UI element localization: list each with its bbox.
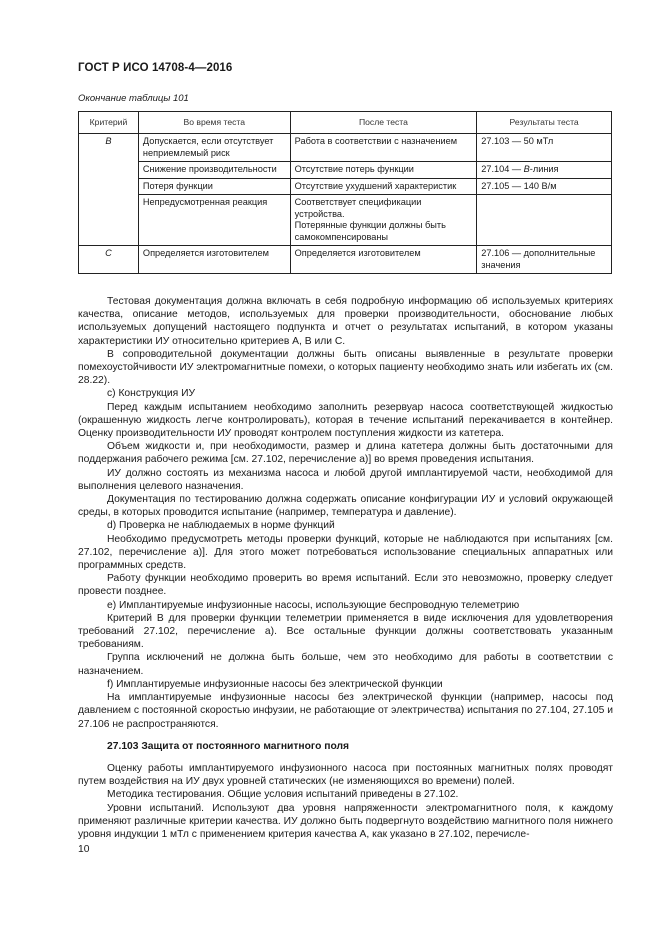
after-test-cell: Работа в соответствии с назначением	[290, 134, 477, 162]
paragraph: В сопроводительной документации должны быть описаны выявленные в результате проверки помехоустойчивости ИУ электромагнитные помехи, о которых пациенту необходимо знать или избегать их (см. 28.22).	[78, 348, 613, 387]
paragraph: Группа исключений не должна быть больше, чем это необходимо для работы в соответствии с назначением.	[78, 652, 613, 677]
result-cell: 27.103 — 50 мТл	[477, 134, 612, 162]
during-test-cell: Допускается, если отсутствует неприемлемый риск	[138, 134, 290, 162]
paragraph: Уровни испытаний. Используют два уровня напряженности электромагнитного поля, к каждому применяют различные критерии качества. ИУ должно быть подвергнуто воздействию магнитного поля нижнего уровня индукции 1 мТл с применением критерия качества A, как указано в 27.102, перечисле-	[78, 802, 613, 840]
after-test-cell: Определяется изготовителем	[290, 246, 477, 274]
paragraph: Тестовая документация должна включать в себя подробную информацию об используемых критериях качества, описание методов, используемых для проверки производительности, обоснование любых используемых допущений настоящего подпункта и отчет о результатах испытаний, в котором указаны характеристики ИУ относительно критериев A, B или C.	[78, 296, 613, 347]
table-row	[79, 246, 612, 274]
paragraph: На имплантируемые инфузионные насосы без электрической функции (например, насосы под давлением с постоянной скоростью инфузии, не работающие от электричества) испытания по 27.104, 27.105 и 27.106 не распространяются.	[78, 692, 613, 730]
table-row	[79, 178, 612, 195]
table-101	[78, 111, 612, 274]
section-heading: 27.103 Защита от постоянного магнитного поля	[107, 740, 350, 752]
during-test-cell: Снижение производительности	[138, 162, 290, 179]
paragraph: Оценку работы имплантируемого инфузионного насоса при постоянных магнитных полях проводят путем воздействия на ИУ двух уровней статических (не изменяющихся во времени) полей.	[78, 762, 613, 788]
after-test-cell: Отсутствие потерь функции	[290, 162, 477, 179]
during-test-cell: Непредусмотренная реакция	[138, 195, 290, 246]
result-cell	[477, 195, 612, 246]
paragraph: e) Имплантируемые инфузионные насосы, использующие беспроводную телеметрию	[107, 599, 520, 611]
paragraph: Критерий B для проверки функции телеметрии применяется в виде исключения для удовлетворения требований 27.102, перечисление а). Все остальные функции должны соответствовать указанным требованиям.	[78, 612, 613, 651]
criterion-cell	[79, 178, 139, 195]
paragraph: Необходимо предусмотреть методы проверки функций, которые не наблюдаются при испытаниях [см. 27.102, перечисление а)]. Для этого может потребоваться использование специальных аппаратных или программных средств.	[78, 533, 613, 572]
column-header: После теста	[290, 112, 477, 134]
column-header: Критерий	[79, 112, 139, 134]
paragraph: с) Конструкция ИУ	[107, 388, 196, 400]
after-test-cell	[290, 195, 477, 246]
during-test-cell: Определяется изготовителем	[138, 246, 290, 274]
table-row	[79, 195, 612, 246]
paragraph: Объем жидкости и, при необходимости, размер и длина катетера должны быть достаточными для поддержания рабочего режима [см. 27.102, перечисление а)] во время проведения испытания.	[78, 441, 613, 466]
result-cell: 27.105 — 140 В/м	[477, 178, 612, 195]
criterion-cell: C	[79, 246, 139, 274]
column-header: Результаты теста	[477, 112, 612, 134]
criterion-cell: B	[79, 134, 139, 162]
criterion-cell	[79, 195, 139, 246]
criterion-cell	[79, 162, 139, 179]
during-test-cell: Потеря функции	[138, 178, 290, 195]
paragraph: f) Имплантируемые инфузионные насосы без электрической функции	[107, 678, 443, 690]
table-row	[79, 134, 612, 162]
paragraph: Перед каждым испытанием необходимо заполнить резервуар насоса соответствующей жидкостью (окрашенную жидкость легче контролировать), которая в течение испытаний перекачивается в контейнер. Оценку производительности ИУ проводят контролем поступления жидкости из катетера.	[78, 401, 613, 440]
paragraph: Работу функции необходимо проверить во время испытаний. Если это невозможно, проверку следует провести позднее.	[78, 573, 613, 598]
after-test-cell: Отсутствие ухудшений характеристик	[290, 178, 477, 195]
b-line-label: B	[523, 164, 530, 174]
document-header: ГОСТ Р ИСО 14708-4—2016	[78, 62, 233, 74]
body-text	[78, 295, 613, 841]
column-header: Во время теста	[138, 112, 290, 134]
paragraph: d) Проверка не наблюдаемых в норме функций	[107, 520, 335, 532]
table-caption: Окончание таблицы 101	[78, 93, 189, 104]
paragraph: Документация по тестированию должна содержать описание конфигурации ИУ и условий окружающей среды, в которых проводится испытание (например, температура и давление).	[78, 494, 613, 519]
paragraph: Методика тестирования. Общие условия испытаний приведены в 27.102.	[107, 789, 459, 801]
table-header-row	[79, 112, 612, 134]
page-number: 10	[78, 844, 90, 855]
paragraph: ИУ должно состоять из механизма насоса и любой другой имплантируемой части, необходимой для выполнения целевого назначения.	[78, 467, 613, 492]
result-cell: 27.104 — B-линия	[477, 162, 612, 179]
table-row	[79, 162, 612, 179]
after-test-text: Соответствует спецификации устройства.	[294, 197, 422, 219]
result-cell: 27.106 — дополнительные значения	[477, 246, 612, 274]
after-test-text: Потерянные функции должны быть самокомпенсированы	[294, 220, 446, 242]
